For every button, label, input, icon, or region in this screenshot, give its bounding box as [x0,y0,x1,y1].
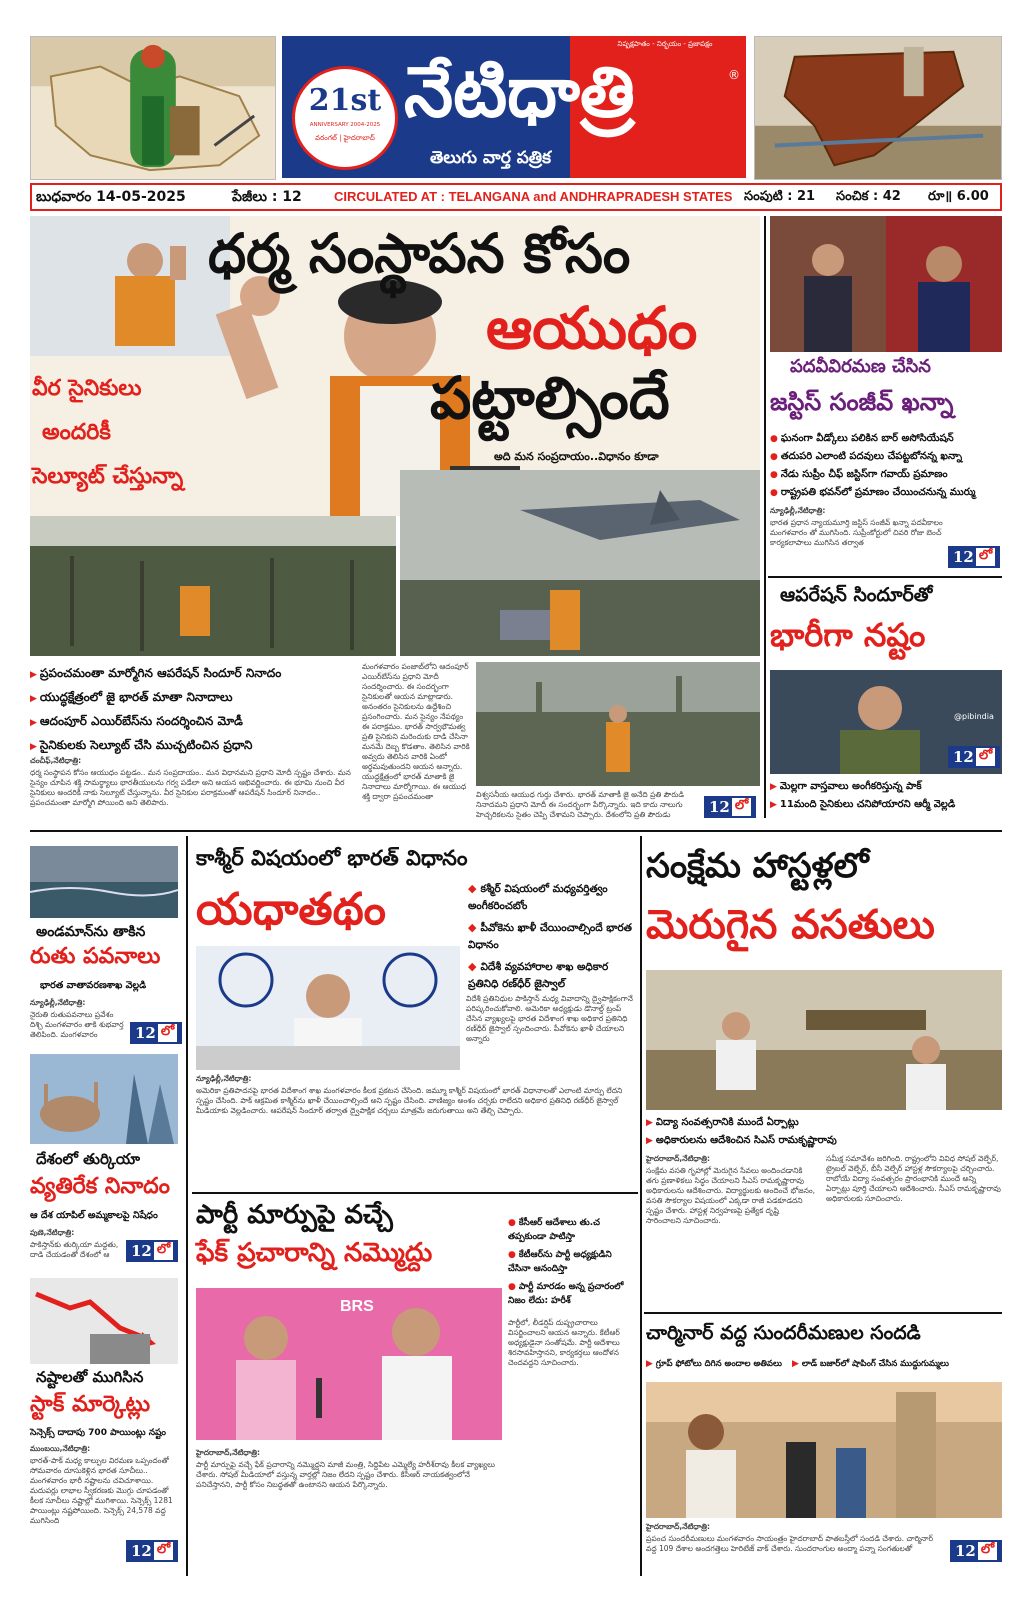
column-rule [186,836,188,1576]
quote-line-1: వీర సైనికులు [32,376,142,401]
charminar-bullet: ▶ లాడ్ బజార్‌లో షాపింగ్ చేసిన ముద్దుగుమ్మలు [792,1358,949,1370]
party-bullet: ● కేటీఆర్‌ను పార్టీ అధ్యక్షుడిని చేసినా ఆనందిస్తా [508,1248,636,1276]
anniversary-sub2: వరంగల్ | హైదరాబాద్ [315,134,375,142]
turkey-sub: ఆ దేశ యాపిల్ అమ్మకాలపై నిషేధం [30,1210,158,1221]
hostels-dateline: హైదరాబాద్,నేటిధాత్రి: [646,1154,710,1163]
andaman-headline-1: అండమాన్‌ను తాకిన [36,924,146,940]
masthead-subtitle: తెలుగు వార్త పత్రిక [430,148,551,168]
sindoor-page-ref[interactable] [948,746,1000,768]
sindoor-bullet: ▶ మెల్లగా వాస్తవాలు అంగీకరిస్తున్న పాక్ [770,778,1002,796]
andaman-sub: భారత వాతావరణశాఖ వెల్లడి [40,980,147,991]
page-number: 12 [953,548,974,566]
brs-banner-text: BRS [340,1298,374,1315]
kashmir-bullet-list [468,880,636,993]
markets-headline-1: నష్టాలతో ముగిసిన [36,1368,144,1386]
lead-bullet: ▶ యుద్ధక్షేత్రంలో జై భారత్ మాతా నినాదాలు [30,686,360,710]
jaiswal-press-photo [196,946,460,1070]
lead-body-mid: మంగళవారం పంజాబ్‌లోని ఆదంపూర్ ఎయిర్‌బేస్‌ను ప్రధాని మోదీ సందర్శించారు. ఈ సందర్భంగా సైనికులతో ఆయన మాట్లాడారు. అనంతరం సైనికులను ఉద్దేశించి ప్రసంగించారు. మన సైన్యం నేపథ్యం ఈ పరాక్రమం. భారత్ సార్వభౌమత్వ ప్రతి సైనికుని మరెందుకు దాడి చేసినా మనమే దెబ్బ కొడతాం. తెలిసిన వారికి అవ్వదు తెలిసిన వారికి ఏంటో అర్థమవుతుందని ఆయన అన్నారు. యుద్ధక్షేత్రంలో భారత్ మాతాకి జై నినాదాలు మార్మోగాయి. ఈ ఆయుధ శక్తి ద్వారా ప్రపంచమంతా [362,662,470,801]
anniversary-number: 21st [308,83,382,118]
page-suffix: లో [978,1542,997,1560]
registered-mark: ® [728,68,740,82]
charminar-headline: చార్మినార్ వద్ద సుందరీమణుల సందడి [646,1322,921,1344]
sindoor-headline-2: భారీగా నష్టం [770,616,926,654]
party-body-right: పార్టీలో, లీడర్షిప్ దుష్ప్రచారాలు విసర్జించాలని ఆయన అన్నారు. కేటీఆర్ అధ్యక్షుడైనా సంతోషమే. పార్టీ ఆదేశాలు శిరసావహిస్తానని, కార్యకర్తలు ఆందోళన చెందవద్దని సూచించారు. [508,1318,620,1367]
page-suffix: లో [154,1542,173,1560]
soldiers-crowd-photo [30,516,396,656]
turkey-dateline: పుణె,నేటిధాత్రి: [30,1228,75,1237]
charminar-bullet: ▶ గ్రూప్ ఫోటోలు దిగిన అందాల అతివలు [646,1358,782,1370]
justice-bullet: ● తదుపరి ఎలాంటి పదవులు చేపట్టబోనన్న ఖన్నా [770,448,1002,466]
page-number: 12 [709,798,730,816]
page-number: 12 [131,1542,152,1560]
column-rule [764,216,766,818]
turkey-headline-2: వ్యతిరేక నినాదం [30,1174,170,1199]
party-bullet: ● కేసీఆర్ ఆదేశాలు తు.చ తప్పకుండా పాటిస్తా [508,1216,636,1244]
lead-dateline: చంచీఫ్‌,నేటిధాత్రి: [30,756,82,765]
justice-dateline: న్యూఢిల్లీ,నేటిధాత్రి: [770,506,826,515]
hostels-headline-2: మెరుగైన వసతులు [646,902,935,948]
quote-line-3: సెల్యూట్ చేస్తున్నా [32,464,184,489]
charminar-dateline: హైదరాబాద్,నేటిధాత్రి: [646,1522,710,1531]
masthead-title: నేటిధాత్రి [404,50,635,133]
justice-bullet: ● నేడు సుప్రీం చీఫ్ జస్టిస్‌గా గవాయ్ ప్రమాణం [770,466,1002,484]
modi-troops-photo [476,662,760,786]
lead-bullet: ▶ ప్రపంచమంతా మార్మోగిన ఆపరేషన్ సిందూర్ నినాదం [30,662,360,686]
telangana-map-artwork [30,36,276,180]
cs-review-meeting-photo [646,970,1002,1110]
kashmir-body-right: విదేశీ ప్రతినిధుల పాకిస్తాన్ మధ్య వివాదాన్ని ద్వైపాక్షికంగానే పరిష్కరించుకోవాలి. అమెరికా అధ్యక్షుడు డొనాల్డ్ ట్రంప్ చేసిన వ్యాఖ్యలపై భారత విదేశాంగ శాఖ అధికార ప్రతినిధి రణ్‌ధీర్ జైస్వాల్ స్పందించారు. పీవోకెను ఖాళీ చేయాలని అన్నారు [466,994,633,1043]
andhra-map-artwork [754,36,1002,180]
page-suffix: లో [154,1242,173,1260]
page-number: 12 [135,1024,156,1042]
pib-watermark: @pibindia [954,712,994,721]
lead-bullet-list [30,662,360,758]
dateline-price: రూ॥ 6.00 [928,189,989,204]
page-number: 12 [953,748,974,766]
markets-dateline: ముంబయి,నేటిధాత్రి: [30,1444,91,1453]
turkey-skyline-photo [30,1054,178,1144]
hostels-body-right: సమీక్ష సమావేశం జరిగింది. రాష్ట్రంలోని వివిధ సోషల్ వెల్ఫేర్, ట్రైబల్ వెల్ఫేర్, బీసీ వెల్ఫేర్ హాస్టళ్ల సౌకర్యాలపై చర్చించారు. రాబోయే విద్యా సంవత్సరం ప్రారంభానికి ముందే అన్ని ఏర్పాట్లు పూర్తి చేయాలని ఆదేశించారు. సీఎస్ రామకృష్ణారావు అధికారులకు సూచించారు. [826,1154,1001,1203]
dateline-circulated: CIRCULATED AT : TELANGANA and ANDHRAPRADESH STATES [334,189,733,204]
markets-page-ref[interactable] [126,1540,178,1562]
lead-headline-2: ఆయుధం [486,294,698,362]
party-bullet-list [508,1216,636,1308]
markets-body: భారత్-పాక్ మధ్య కాల్పుల విరమణ ఒప్పందంతో సోమవారం దూసుకెళ్లిన భారత సూచీలు.. మంగళవారం భారీ నష్టాలను చవిచూశాయి. మదుపర్లు లాభాల స్వీకరణకు మొగ్గు చూపడంతో కీలక సూచీలు నష్టాల్లో ముగిశాయి. సెన్సెక్స్ 1281 పాయింట్లు నష్టపోయింది. సెన్సెక్స్ 24,578 వద్ద ముగిసింది [30,1456,173,1525]
section-rule [644,1312,1002,1314]
fold-rule [30,830,1002,832]
lead-bullet: ▶ ఆదంపూర్ ఎయిర్‌బేస్‌ను సందర్శించిన మోడీ [30,710,360,734]
andaman-sea-photo [30,846,178,918]
turkey-body: పాకిస్తాన్‌కు తుర్కియా మద్దతు, దాడి చేయడంతో దేశంలో ఆ [30,1240,119,1259]
dateline-pages: పేజీలు : 12 [232,189,302,205]
justice-khanna-photo [770,216,1002,352]
kashmir-body: అమెరికా ప్రతిపాదనపై భారత విదేశాంగ శాఖ మంగళవారం కీలక ప్రకటన చేసింది. జమ్మూ కాశ్మీర్ విషయంలో భారత్ విధానాలతో ఎలాంటి మార్పు లేదని స్పష్టం చేసింది. పాక్ ఆక్రమిత కాశ్మీర్‌ను ఖాళీ చేయించాల్సిందే అని స్పష్టం చేసింది. వాణిజ్యం అంశం చర్చకు రాలేదని అధికార ప్రతినిధి రణ్‌ధీర్ జైస్వాల్ మీడియాకు వెల్లడించారు. ఆపరేషన్ సిందూర్ తర్వాత ద్వైపాక్షిక చర్చలు మాత్రమే జరుగుతాయి అని తేల్చి చెప్పారు. [196,1086,623,1115]
andaman-body: నైరుతి రుతుపవనాలు ప్రవేశం దిశ్చి మంగళవారం తాకి శుభవార్త తెలిపింది. మంగళవారం [30,1010,124,1039]
charminar-page-ref[interactable] [950,1540,1002,1562]
dateline-volume: సంపుటి : 21 [744,189,816,204]
fighter-jet-photo [400,470,760,656]
turkey-headline-1: దేశంలో తుర్కియా [36,1150,141,1168]
markets-headline-2: స్టాక్ మార్కెట్లు [30,1392,151,1417]
anniversary-badge [292,66,398,170]
party-dateline: హైదరాబాద్,నేటిధాత్రి: [196,1448,260,1457]
kashmir-bullet: ◆ పీవోకెను ఖాళీ చేయించాల్సిందే భారత విధానం [468,919,636,954]
andaman-dateline: న్యూఢిల్లీ,నేటిధాత్రి: [30,998,86,1007]
party-body: పార్టీ మార్పుపై వచ్చే ఫేక్ ప్రచారాన్ని నమ్మొద్దని మాజీ మంత్రి, సిద్దిపేట ఎమ్మెల్యే హరీశ్‌రావు కీలక వ్యాఖ్యలు చేశారు. సోషల్ మీడియాలో వస్తున్న వార్తల్లో నిజం లేదని స్పష్టం చేశారు. కేసీఆర్ నాయకత్వంలోనే పనిచేస్తానని, పార్టీ కోసం నిబద్ధతతో ఉంటానని ఆయన పేర్కొన్నారు. [196,1460,495,1489]
justice-body: భారత ప్రధాన న్యాయమూర్తి జస్టిస్ సంజీవ్ ఖన్నా పదవీకాలం మంగళవారం తో ముగిసింది. సుప్రీంకోర్టులో చివరి రోజు బెంచ్ కార్యకలాపాలు ముగిసిన తర్వాత [770,518,943,547]
justice-page-ref[interactable] [948,546,1000,568]
lead-page-ref[interactable] [704,796,756,818]
section-rule [192,1192,638,1194]
page-suffix: లో [976,548,995,566]
dateline-day-date: బుధవారం 14-05-2025 [36,189,186,205]
masthead-tagline: నిష్పక్షపాతం - నిర్భయం - ప్రజాపక్షం [617,40,713,48]
lead-headline-1: ధర్మ సంస్థాపన కోసం [208,222,631,285]
kashmir-bullet: ◆ కశ్మీర్ విషయంలో మధ్యవర్తిత్వం అంగీకరించబోం [468,880,636,915]
turkey-page-ref[interactable] [126,1240,178,1262]
justice-headline-2: జస్టిస్ సంజీవ్ ఖన్నా [770,388,954,416]
hostels-bullet: ▶ విద్యా సంవత్సరానికి ముందే ఏర్పాట్లు [646,1114,1002,1132]
page-number: 12 [955,1542,976,1560]
lead-body-right: విశ్వసనీయ ఆయుధ గుర్తు చేశారు. భారత్ మాతాకీ జై అనేది ప్రతి పౌరుడి నినాదమని ప్రధాని మోదీ ఈ సందర్భంగా పేర్కొన్నారు. ఇది కాదు నాలుగు హెచ్చరికలను సైతం చెప్పి చేశామని చెప్పారు. దేశంలోని ప్రతి పౌరుడు [476,790,684,819]
anniversary-sub: ANNIVERSARY 2004-2025 [309,122,381,128]
party-headline-1: పార్టీ మార్పుపై వచ్చే [196,1200,393,1230]
justice-headline-1: పదవీవిరమణ చేసిన [790,356,931,377]
charminar-body: ప్రపంచ సుందరీమణులు మంగళవారం సాయంత్రం హైదరాబాద్ పాతబస్తీలో సందడి చేశారు. చార్మినార్ వద్ద 109 దేశాల అందగత్తెలు హెరిటేజ్ వాక్ చేశారు. సుందరాంగుల అంద్మా పన్నా సంగతులతో [646,1534,934,1553]
justice-bullet: ● రాష్ట్రపతి భవన్‌లో ప్రమాణం చేయించనున్న ముర్ము [770,484,1002,502]
hostels-bullet: ▶ అధికారులను ఆదేశించిన సిఎస్ రామకృష్ణారావు [646,1132,1002,1150]
kashmir-dateline: న్యూఢిల్లీ,నేటిధాత్రి: [196,1074,252,1083]
lead-subhead: అది మన సంప్రదాయం..విధానం కూడా [494,450,659,463]
section-rule [768,576,1002,578]
andaman-page-ref[interactable] [130,1022,182,1044]
party-headline-2: ఫేక్ ప్రచారాన్ని నమ్మొద్దు [196,1238,433,1268]
page-suffix: లో [976,748,995,766]
page-number: 12 [131,1242,152,1260]
page-suffix: లో [158,1024,177,1042]
lead-body-left: ధర్మ సంస్థాపన కోసం ఆయుధం పట్టడం.. మన సంప్రదాయం.. మన విధానమని ప్రధాని మోదీ స్పష్టం చేశారు. మన సైన్యం చూపిన శక్తి సామర్థ్యాలు భారతీయులను గర్వ పడేలా అని అయన ఆభివర్ణించారు. ఈ భూమి నుంచి వీర సైనికులు అందరికీ నాకు సెల్యూట్ చేస్తున్నాను. వీర సైనికుల పరాక్రమంతో ఆపరేషన్ సిందూర్ నినాదం.. ప్రపంచమంతా మార్మోగి పోయింది అని తెలిపారు. [30,768,351,807]
quote-line-2: అందరికీ [42,420,111,445]
column-rule [640,836,642,1576]
charminar-beauty-queens-photo [646,1382,1002,1518]
hostels-body-left: సంక్షేమ వసతి గృహాల్లో మెరుగైన సేవలు అందించడానికి తగు ప్రణాళికలు సిద్ధం చేయాలని సీఎస్ రామకృష్ణారావు అధికారులను ఆదేశించారు. విద్యార్థులకు అందించే భోజనం, వసతి సౌకర్యాల విషయంలో ఎక్కడా రాజీ పడకూడదని స్పష్టం చేశారు. హాస్టళ్ల నిర్వహణపై ప్రత్యేక దృష్టి సారించాలని సూచించారు. [646,1166,816,1225]
sindoor-headline-1: ఆపరేషన్ సిందూర్‌తో [780,584,933,606]
party-bullet: ● పార్టీ మారడం అన్న ప్రచారంలో నిజం లేదు: హరీశ్ [508,1280,636,1308]
hostels-headline-1: సంక్షేమ హాస్టళ్లలో [646,846,869,886]
kashmir-bullet: ◆ విదేశీ వ్యవహారాల శాఖ అధికార ప్రతినిధి రణ్‌ధీర్ జైస్వాల్ [468,958,636,993]
lead-headline-3: పట్టాల్సిందే [430,364,670,432]
markets-sub: సెన్సెక్స్ దాదాపు 700 పాయింట్లు నష్టం [30,1428,166,1438]
dateline-issue: సంచిక : 42 [836,189,901,204]
sindoor-bullet: ▶ 11మంది సైనికులు చనిపోయారని ఆర్మీ వెల్లడి [770,796,1002,814]
andaman-headline-2: రుతు పవనాలు [30,944,161,969]
page-suffix: లో [732,798,751,816]
justice-bullet-list [770,430,1002,502]
lead-bullet: ▶ సైనికులకు సెల్యూట్ చేసి ముచ్చటించిన ప్రధాని [30,734,360,758]
kashmir-headline-2: యధాతథం [196,884,386,935]
hostels-bullet-list [646,1114,1002,1150]
kashmir-headline-1: కాశ్మీర్ విషయంలో భారత్ విధానం [196,846,468,870]
justice-bullet: ● ఘనంగా వీడ్కోలు పలికిన బార్ అసోసియేషన్ [770,430,1002,448]
charminar-bullet-list [646,1358,1002,1370]
stock-market-graphic [30,1278,178,1364]
sindoor-bullet-list [770,778,1002,814]
